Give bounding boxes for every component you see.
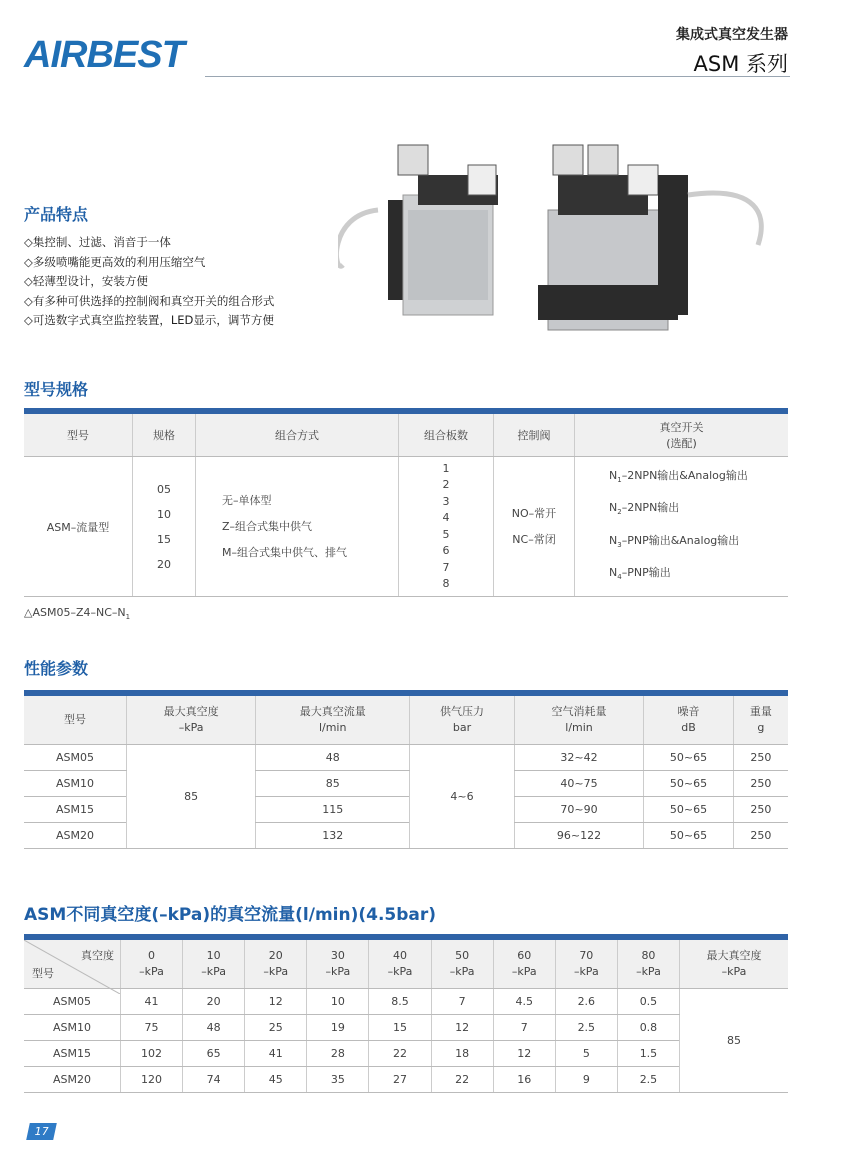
header-subtitle: 集成式真空发生器 bbox=[676, 27, 788, 43]
model-cell: ASM05 bbox=[24, 745, 127, 771]
value-cell: 132 bbox=[256, 823, 410, 849]
value-cell: 0.8 bbox=[617, 1015, 679, 1041]
table-row bbox=[24, 1015, 788, 1041]
col-header: 真空开关 (选配) bbox=[575, 414, 789, 457]
table-row bbox=[24, 1041, 788, 1067]
value-cell: 8.5 bbox=[369, 989, 431, 1015]
feature-item: ◇轻薄型设计，安装方便 bbox=[24, 274, 148, 288]
value-cell: 50~65 bbox=[644, 745, 734, 771]
value-cell: 18 bbox=[431, 1041, 493, 1067]
col-header: 型号 bbox=[24, 696, 127, 745]
value-cell: 40~75 bbox=[514, 771, 643, 797]
brand-logo: AIRBEST bbox=[24, 34, 184, 76]
value-cell: 16 bbox=[493, 1067, 555, 1093]
value-cell: 12 bbox=[245, 989, 307, 1015]
product-photo-left bbox=[338, 145, 498, 315]
model-cell: ASM15 bbox=[24, 1041, 121, 1067]
board-list: 1 2 3 4 5 6 7 8 bbox=[399, 457, 494, 597]
model-type: ASM–流量型 bbox=[24, 457, 133, 597]
col-header: 最大真空流量 l/min bbox=[256, 696, 410, 745]
col-header: 控制阀 bbox=[494, 414, 575, 457]
value-cell: 250 bbox=[733, 771, 788, 797]
value-cell: 45 bbox=[245, 1067, 307, 1093]
value-cell: 10 bbox=[307, 989, 369, 1015]
col-header: 供气压力 bar bbox=[410, 696, 515, 745]
model-cell: ASM05 bbox=[24, 989, 121, 1015]
value-cell: 70~90 bbox=[514, 797, 643, 823]
product-photos bbox=[338, 135, 778, 345]
value-cell: 22 bbox=[431, 1067, 493, 1093]
value-cell: 41 bbox=[245, 1041, 307, 1067]
value-cell: 250 bbox=[733, 797, 788, 823]
max-vacuum-cell: 85 bbox=[680, 989, 789, 1093]
flow-table bbox=[24, 940, 788, 1093]
table-row bbox=[24, 1067, 788, 1093]
feature-item: ◇多级喷嘴能更高效的利用压缩空气 bbox=[24, 254, 206, 269]
level-header: 30 –kPa bbox=[307, 940, 369, 989]
col-header: 组合板数 bbox=[399, 414, 494, 457]
corner-cell: 真空度 型号 bbox=[24, 940, 121, 989]
level-header: 70 –kPa bbox=[555, 940, 617, 989]
value-cell: 12 bbox=[493, 1041, 555, 1067]
col-header: 规格 bbox=[133, 414, 196, 457]
value-cell: 74 bbox=[183, 1067, 245, 1093]
value-cell: 12 bbox=[431, 1015, 493, 1041]
value-cell: 48 bbox=[183, 1015, 245, 1041]
value-cell: 2.5 bbox=[555, 1015, 617, 1041]
model-cell: ASM20 bbox=[24, 823, 127, 849]
spec-list: 05 10 15 20 bbox=[133, 457, 196, 597]
combo-list: 无–单体型 Z–组合式集中供气 M–组合式集中供气、排气 bbox=[196, 457, 399, 597]
value-cell: 2.5 bbox=[617, 1067, 679, 1093]
features-heading: 产品特点 bbox=[24, 205, 89, 224]
level-header: 10 –kPa bbox=[183, 940, 245, 989]
level-header: 40 –kPa bbox=[369, 940, 431, 989]
level-header: 0 –kPa bbox=[121, 940, 183, 989]
col-header: 重量 g bbox=[733, 696, 788, 745]
flow-heading: ASM不同真空度(–kPa)的真空流量(l/min)(4.5bar) bbox=[24, 905, 437, 925]
switch-list: $N_1-2NPN$输出&Analog输出 $N_2-2NPN$输出 $N_3$–PNP输出&Analog输出 $N_4$–PNP输出 bbox=[575, 457, 789, 597]
features-list bbox=[24, 233, 274, 331]
value-cell: 102 bbox=[121, 1041, 183, 1067]
value-cell: 19 bbox=[307, 1015, 369, 1041]
header-title: ASM 系列 bbox=[693, 52, 788, 76]
value-cell: 85 bbox=[256, 771, 410, 797]
model-heading: 型号规格 bbox=[24, 380, 89, 399]
value-cell: 2.6 bbox=[555, 989, 617, 1015]
value-cell: 4.5 bbox=[493, 989, 555, 1015]
value-cell: 0.5 bbox=[617, 989, 679, 1015]
value-cell: 22 bbox=[369, 1041, 431, 1067]
value-cell: 65 bbox=[183, 1041, 245, 1067]
model-cell: ASM10 bbox=[24, 1015, 121, 1041]
value-cell: 7 bbox=[431, 989, 493, 1015]
value-cell: 5 bbox=[555, 1041, 617, 1067]
value-cell: 27 bbox=[369, 1067, 431, 1093]
level-header: 60 –kPa bbox=[493, 940, 555, 989]
col-header: 空气消耗量 l/min bbox=[514, 696, 643, 745]
page-number: 17 bbox=[26, 1123, 57, 1140]
model-cell: ASM10 bbox=[24, 771, 127, 797]
value-cell: 115 bbox=[256, 797, 410, 823]
feature-item: ◇集控制、过滤、消音于一体 bbox=[24, 235, 171, 249]
value-cell: 50~65 bbox=[644, 797, 734, 823]
value-cell: 28 bbox=[307, 1041, 369, 1067]
model-table bbox=[24, 414, 788, 597]
level-header: 80 –kPa bbox=[617, 940, 679, 989]
max-vacuum-header: 最大真空度 –kPa bbox=[680, 940, 789, 989]
feature-item: ◇有多种可供选择的控制阀和真空开关的组合形式 bbox=[24, 293, 275, 308]
value-cell: 96~122 bbox=[514, 823, 643, 849]
value-cell: 9 bbox=[555, 1067, 617, 1093]
product-photo-right bbox=[538, 145, 761, 330]
value-cell: 250 bbox=[733, 745, 788, 771]
pressure-cell: 4~6 bbox=[410, 745, 515, 849]
value-cell: 50~65 bbox=[644, 823, 734, 849]
value-cell: 120 bbox=[121, 1067, 183, 1093]
max-vacuum-cell: 85 bbox=[127, 745, 256, 849]
model-cell: ASM15 bbox=[24, 797, 127, 823]
table-row bbox=[24, 989, 788, 1015]
level-header: 50 –kPa bbox=[431, 940, 493, 989]
model-example: $\triangle ASM05-Z4-NC-N_1$ bbox=[24, 606, 131, 622]
perf-table bbox=[24, 696, 788, 849]
value-cell: 15 bbox=[369, 1015, 431, 1041]
col-header: 噪音 dB bbox=[644, 696, 734, 745]
value-cell: 25 bbox=[245, 1015, 307, 1041]
col-header: 最大真空度 –kPa bbox=[127, 696, 256, 745]
value-cell: 1.5 bbox=[617, 1041, 679, 1067]
value-cell: 50~65 bbox=[644, 771, 734, 797]
col-header: 型号 bbox=[24, 414, 133, 457]
value-cell: 20 bbox=[183, 989, 245, 1015]
valve-list: NO–常开 NC–常闭 bbox=[494, 457, 575, 597]
value-cell: 75 bbox=[121, 1015, 183, 1041]
value-cell: 32~42 bbox=[514, 745, 643, 771]
value-cell: 35 bbox=[307, 1067, 369, 1093]
value-cell: 48 bbox=[256, 745, 410, 771]
feature-item: ◇可选数字式真空监控装置，LED显示，调节方便 bbox=[24, 313, 274, 327]
value-cell: 250 bbox=[733, 823, 788, 849]
value-cell: 7 bbox=[493, 1015, 555, 1041]
perf-heading: 性能参数 bbox=[24, 659, 89, 678]
value-cell: 41 bbox=[121, 989, 183, 1015]
level-header: 20 –kPa bbox=[245, 940, 307, 989]
model-cell: ASM20 bbox=[24, 1067, 121, 1093]
col-header: 组合方式 bbox=[196, 414, 399, 457]
